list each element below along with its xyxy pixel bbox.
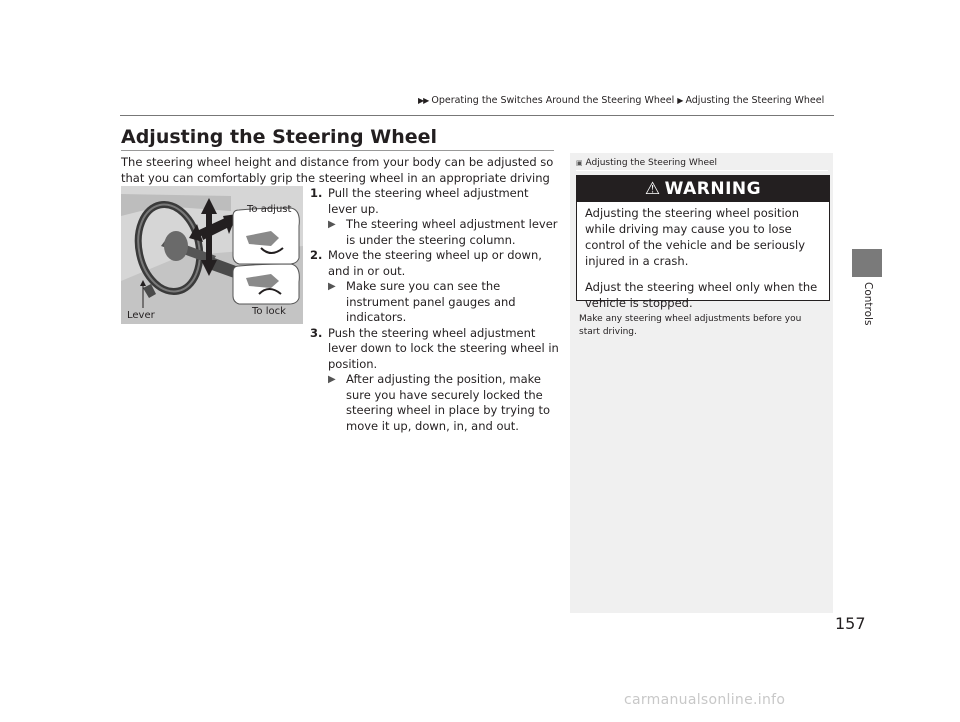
section-tab-label-wrap: [848, 282, 888, 372]
step-3: [310, 326, 560, 373]
watermark: carmanualsonline.info: [624, 692, 786, 708]
intro-text: The steering wheel height and distance from your body can be adjusted so that you can comfortably grip the steering wheel in an appropriate driving: [121, 155, 554, 185]
page-number: 157: [835, 614, 866, 633]
step-number: 1.: [310, 186, 323, 200]
title-rule: [121, 150, 554, 151]
arrow-icon: ▶: [328, 281, 336, 292]
warning-icon: ⚠: [644, 179, 661, 199]
sidebar-note: Make any steering wheel adjustments before you start driving.: [579, 314, 802, 337]
arrow-icon: ▶: [328, 219, 336, 230]
step-text: Move the steering wheel up or down, and in or out.: [328, 248, 542, 278]
step-text: Pull the steering wheel adjustment lever up.: [328, 186, 529, 216]
breadcrumb-parent[interactable]: Operating the Switches Around the Steering Wheel: [431, 95, 675, 106]
arrow-icon: ▶: [328, 374, 336, 385]
warning-body: [577, 202, 829, 311]
step-1: [310, 186, 560, 217]
sidebar-heading-text: Adjusting the Steering Wheel: [585, 158, 718, 168]
warning-box: [576, 175, 830, 310]
section-tab[interactable]: [852, 249, 882, 277]
reference-icon: ▣: [576, 159, 583, 167]
sidebar-notes: [570, 153, 833, 613]
step-number: 2.: [310, 248, 323, 262]
step-detail-text: After adjusting the position, make sure you have securely locked the steering wheel in place by trying to move it up, down, in, and out.: [346, 372, 551, 433]
breadcrumb-current: Adjusting the Steering Wheel: [685, 95, 825, 106]
page-title: Adjusting the Steering Wheel: [121, 126, 438, 148]
warning-text-2: Adjust the steering wheel only when the vehicle is stopped.: [585, 280, 818, 310]
step-3-detail: [328, 372, 560, 434]
warning-title: WARNING: [664, 179, 762, 199]
step-number: 3.: [310, 325, 323, 340]
step-1-detail: [328, 217, 560, 248]
step-detail-text: The steering wheel adjustment lever is under the steering column.: [346, 217, 558, 247]
warning-text-1: Adjusting the steering wheel position while driving may cause you to lose control of the vehicle and be seriously injured in a crash.: [585, 206, 806, 268]
step-text: Push the steering wheel adjustment lever down to lock the steering wheel in position.: [328, 325, 559, 371]
section-tab-label: Controls: [862, 282, 874, 326]
steering-wheel-illustration: [121, 186, 303, 324]
breadcrumb: [418, 95, 824, 106]
step-2: [310, 248, 560, 279]
label-to-adjust: To adjust: [247, 204, 292, 215]
arrow-icon: ▶: [677, 96, 683, 105]
double-arrow-icon: ▶▶: [418, 96, 429, 105]
step-detail-text: Make sure you can see the instrument panel gauges and indicators.: [346, 279, 516, 324]
sidebar-rule: [576, 170, 828, 171]
label-lever: Lever: [127, 310, 155, 321]
label-to-lock: To lock: [252, 306, 286, 317]
step-2-detail: [328, 279, 560, 326]
steps-list: [310, 186, 560, 434]
header-rule: [120, 115, 834, 116]
warning-header: [577, 176, 829, 202]
sidebar-heading[interactable]: [576, 158, 717, 168]
